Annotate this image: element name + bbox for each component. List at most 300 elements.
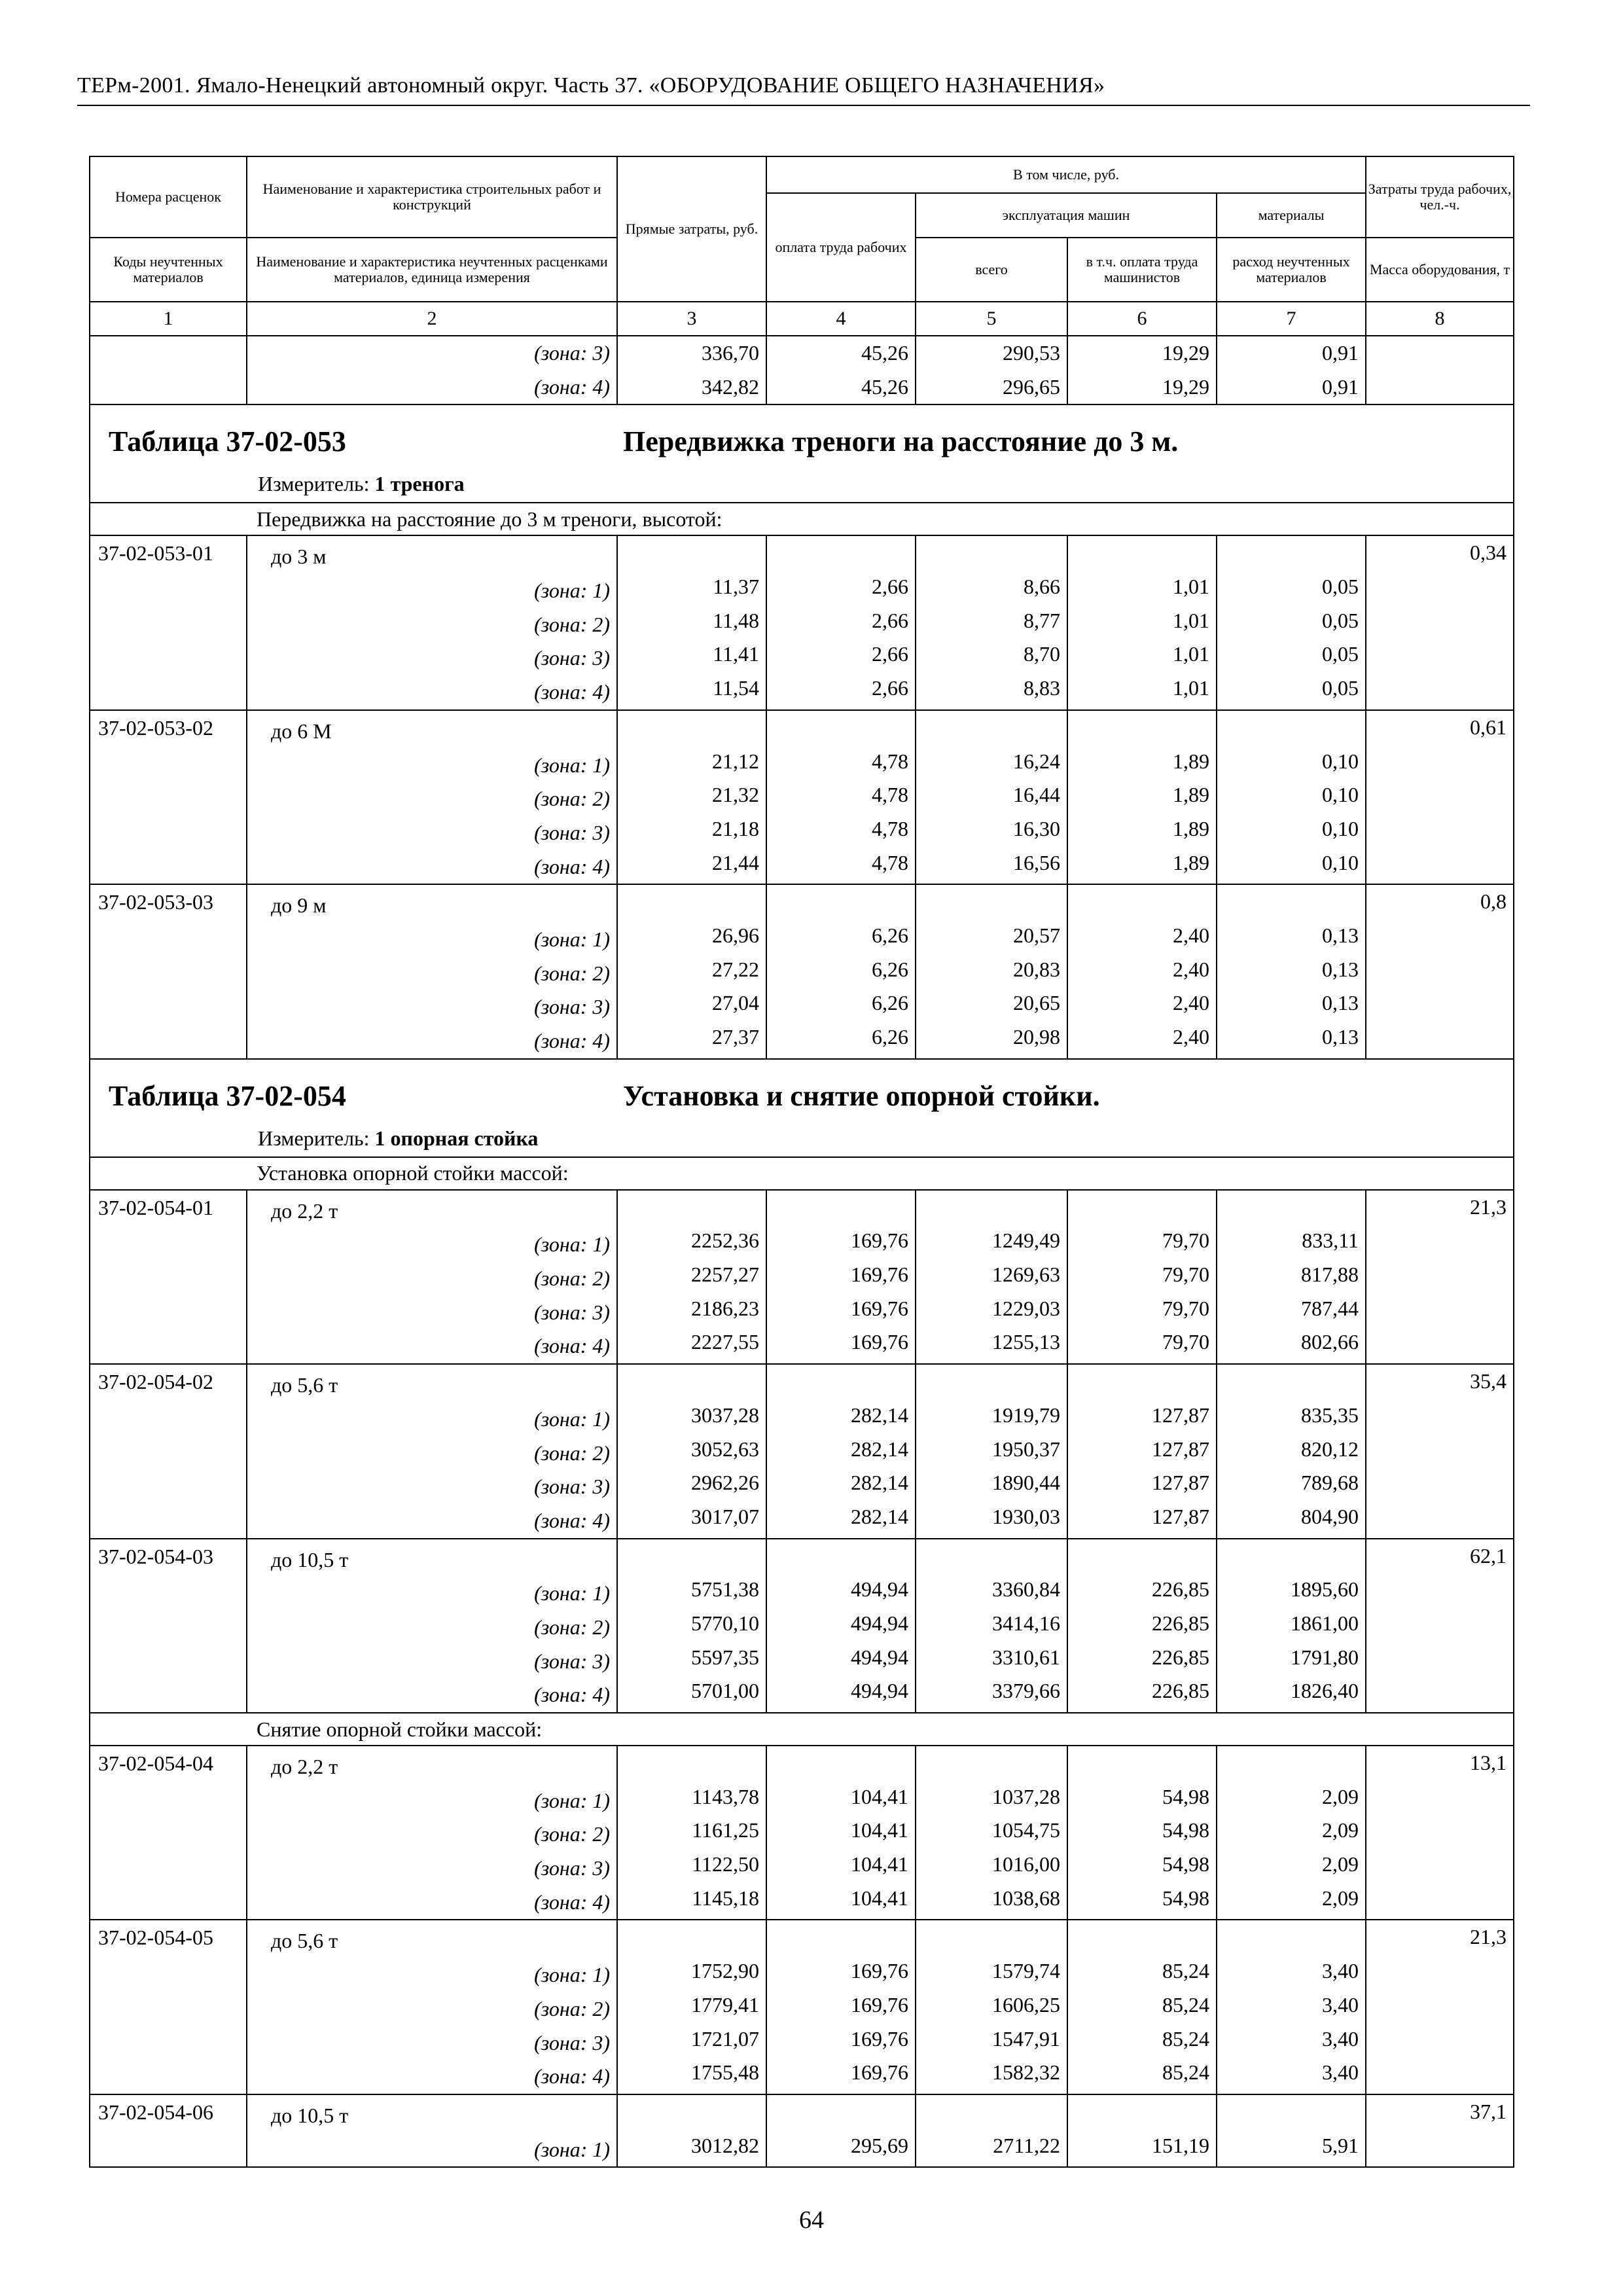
value: 3310,61 [992, 1645, 1060, 1669]
value: 3,40 [1322, 1959, 1359, 1983]
value: 21,32 [712, 783, 759, 807]
machines-header: эксплуатация машин [916, 193, 1217, 238]
labor-value: 62,1 [1470, 1543, 1507, 1568]
item-name: до 2,2 т [271, 1198, 338, 1223]
table-heading [90, 404, 1514, 503]
value: 1606,25 [992, 1992, 1060, 2017]
value: 1919,79 [992, 1403, 1060, 1427]
value-cell [916, 2094, 1067, 2167]
value: 6,26 [872, 957, 908, 981]
value: 8,77 [1024, 608, 1060, 632]
value: 0,10 [1322, 816, 1359, 840]
item-name: до 10,5 т [271, 2103, 349, 2127]
value-cell [1217, 1746, 1366, 1920]
value: 26,96 [712, 923, 759, 947]
spacer [767, 1191, 915, 1225]
zone-label: (зона: 1) [534, 1581, 610, 1605]
spacer [916, 2095, 1067, 2129]
value-cell [766, 1746, 916, 1920]
value-cell [617, 535, 766, 709]
zone-label: (зона: 1) [534, 1232, 610, 1257]
value: 127,87 [1152, 1504, 1209, 1528]
zone-label: (зона: 4) [534, 1029, 610, 1052]
value: 3017,07 [691, 1504, 759, 1528]
spacer [618, 1920, 766, 1954]
item-description [247, 535, 617, 709]
value: 127,87 [1152, 1437, 1209, 1461]
value: 1,01 [1173, 608, 1209, 632]
zone-label: (зона: 1) [534, 1963, 610, 1987]
value: 2,66 [872, 575, 908, 599]
zone-label: (зона: 4) [534, 2064, 610, 2089]
value: 1,01 [1173, 575, 1209, 599]
value: 1038,68 [992, 1886, 1060, 1910]
item-row [90, 1746, 1514, 1920]
value-cell [916, 884, 1067, 1058]
col-number: 6 [1067, 302, 1217, 336]
value: 1016,00 [992, 1852, 1060, 1876]
value-cell [1067, 710, 1217, 884]
value: 296,65 [1003, 374, 1060, 399]
value-cell [1217, 2094, 1366, 2167]
value: 2,66 [872, 676, 908, 700]
value: 1269,63 [992, 1263, 1060, 1287]
zone-label: (зона: 2) [534, 961, 610, 985]
value: 104,41 [851, 1784, 908, 1808]
value: 282,14 [851, 1403, 908, 1427]
item-row [90, 1539, 1514, 1713]
value: 3037,28 [691, 1403, 759, 1427]
value-cell [617, 1920, 766, 2094]
value: 802,66 [1301, 1330, 1359, 1354]
value-cell [766, 535, 916, 709]
value: 1249,49 [992, 1229, 1060, 1253]
value-cell [1217, 884, 1366, 1058]
table-title: Установка и снятие опорной стойки. [623, 1079, 1100, 1112]
value: 1755,48 [691, 2060, 759, 2085]
item-description [247, 336, 617, 404]
value: 2257,27 [691, 1263, 759, 1287]
value: 5701,00 [691, 1679, 759, 1703]
spacer [1217, 1539, 1365, 1573]
value-cell [766, 1190, 916, 1364]
value: 2,40 [1173, 991, 1209, 1015]
value-cell [1067, 2094, 1217, 2167]
materials-header: материалы [1217, 193, 1366, 238]
col5-header: всего [916, 238, 1067, 302]
value-cell [1067, 1364, 1217, 1538]
item-row [90, 710, 1514, 884]
value: 3,40 [1322, 2026, 1359, 2051]
value: 127,87 [1152, 1471, 1209, 1495]
value-cell [617, 1746, 766, 1920]
value: 2,40 [1173, 957, 1209, 981]
spacer [1068, 1746, 1216, 1780]
value: 3,40 [1322, 2060, 1359, 2085]
value: 27,37 [712, 1025, 759, 1049]
value-cell [617, 1364, 766, 1538]
value-cell [766, 336, 916, 404]
value: 290,53 [1003, 341, 1060, 365]
value: 1037,28 [992, 1784, 1060, 1808]
value: 1,89 [1173, 749, 1209, 773]
value: 169,76 [851, 1330, 908, 1354]
value: 0,05 [1322, 642, 1359, 666]
value: 85,24 [1162, 2060, 1209, 2085]
rate-code [90, 336, 247, 404]
value: 1,89 [1173, 850, 1209, 874]
item-description [247, 1746, 617, 1920]
header-rule [77, 105, 1530, 106]
value-cell [916, 535, 1067, 709]
value: 151,19 [1152, 2133, 1209, 2157]
item-name: до 6 М [271, 719, 332, 743]
value: 85,24 [1162, 1992, 1209, 2017]
value: 789,68 [1301, 1471, 1359, 1495]
value: 1,01 [1173, 642, 1209, 666]
value: 79,70 [1162, 1263, 1209, 1287]
value: 282,14 [851, 1437, 908, 1461]
zone-label: (зона: 3) [534, 341, 610, 365]
value: 79,70 [1162, 1229, 1209, 1253]
value: 5751,38 [691, 1577, 759, 1602]
item-description [247, 1364, 617, 1538]
value-cell [766, 2094, 916, 2167]
value: 169,76 [851, 2060, 908, 2085]
rate-code: 37-02-054-03 [90, 1539, 247, 1713]
value: 79,70 [1162, 1296, 1209, 1320]
value: 1791,80 [1291, 1645, 1359, 1669]
value: 1,01 [1173, 676, 1209, 700]
value: 20,65 [1013, 991, 1060, 1015]
group-row [90, 1157, 1514, 1190]
spacer [1217, 1191, 1365, 1225]
col-number: 3 [617, 302, 766, 336]
group-title: Передвижка на расстояние до 3 м треноги, высотой: [90, 503, 1514, 535]
value: 0,91 [1322, 341, 1359, 365]
rate-code: 37-02-054-01 [90, 1190, 247, 1364]
value: 3414,16 [992, 1611, 1060, 1635]
value-cell [1217, 535, 1366, 709]
rate-code: 37-02-053-01 [90, 535, 247, 709]
col3-header: Прямые затраты, руб. [617, 156, 766, 302]
value: 1,89 [1173, 816, 1209, 840]
labor-cell [1366, 2094, 1514, 2167]
labor-cell [1366, 1190, 1514, 1364]
value-cell [766, 1539, 916, 1713]
value: 1143,78 [692, 1784, 759, 1808]
spacer [1217, 885, 1365, 919]
table-heading [90, 1059, 1514, 1157]
col-number: 2 [247, 302, 617, 336]
table-meter [258, 472, 465, 496]
zone-label: (зона: 1) [534, 753, 610, 777]
value: 1930,03 [992, 1504, 1060, 1528]
value: 11,48 [713, 608, 759, 632]
value-cell [1067, 884, 1217, 1058]
col6-header: в т.ч. оплата труда машинистов [1067, 238, 1217, 302]
value-cell [617, 1539, 766, 1713]
spacer [1217, 1920, 1365, 1954]
zone-label: (зона: 2) [534, 1441, 610, 1465]
spacer [1068, 885, 1216, 919]
value-cell [1067, 336, 1217, 404]
zone-label: (зона: 3) [534, 995, 610, 1019]
group-row [90, 1713, 1514, 1746]
zone-label: (зона: 1) [534, 1788, 610, 1812]
value: 5770,10 [691, 1611, 759, 1635]
col2-header-top: Наименование и характеристика строительных работ и конструкций [247, 156, 617, 238]
meter-label: Измеритель: [258, 1126, 370, 1150]
zone-label: (зона: 4) [534, 374, 610, 399]
zone-label: (зона: 3) [534, 646, 610, 670]
spacer [618, 1365, 766, 1399]
labor-cell [1366, 884, 1514, 1058]
labor-cell [1366, 1539, 1514, 1713]
value: 11,41 [713, 642, 759, 666]
item-row [90, 1364, 1514, 1538]
value: 1255,13 [992, 1330, 1060, 1354]
value: 169,76 [851, 1296, 908, 1320]
value: 54,98 [1162, 1784, 1209, 1808]
value: 1826,40 [1291, 1679, 1359, 1703]
value: 0,10 [1322, 749, 1359, 773]
rates-table [89, 156, 1514, 2168]
zone-label: (зона: 3) [534, 1649, 610, 1673]
item-description [247, 2094, 617, 2167]
spacer [916, 711, 1067, 745]
item-description [247, 1190, 617, 1364]
spacer [618, 1191, 766, 1225]
value-cell [1217, 1920, 1366, 2094]
value: 1582,32 [992, 2060, 1060, 2085]
value: 3012,82 [691, 2133, 759, 2157]
value: 45,26 [861, 374, 908, 399]
value: 169,76 [851, 1263, 908, 1287]
spacer [618, 2095, 766, 2129]
value: 11,37 [713, 575, 759, 599]
value: 16,30 [1013, 816, 1060, 840]
value: 127,87 [1152, 1403, 1209, 1427]
spacer [618, 1539, 766, 1573]
rate-code: 37-02-053-03 [90, 884, 247, 1058]
value: 226,85 [1152, 1679, 1209, 1703]
zone-label: (зона: 1) [534, 927, 610, 951]
value-cell [1217, 336, 1366, 404]
value-cell [916, 1746, 1067, 1920]
value: 45,26 [861, 341, 908, 365]
incl-header: В том числе, руб. [766, 156, 1366, 193]
value: 2,09 [1322, 1852, 1359, 1876]
value: 1145,18 [692, 1886, 759, 1910]
col-number: 7 [1217, 302, 1366, 336]
labor-cell [1366, 1746, 1514, 1920]
value: 282,14 [851, 1504, 908, 1528]
value: 1779,41 [691, 1992, 759, 2017]
value-cell [1067, 535, 1217, 709]
item-name: до 9 м [271, 893, 327, 918]
value: 1229,03 [992, 1296, 1060, 1320]
value: 1547,91 [992, 2026, 1060, 2051]
value: 169,76 [851, 1992, 908, 2017]
value: 3379,66 [992, 1679, 1060, 1703]
value: 19,29 [1162, 341, 1209, 365]
value: 1950,37 [992, 1437, 1060, 1461]
value: 1895,60 [1291, 1577, 1359, 1602]
item-description [247, 1920, 617, 2094]
value: 1579,74 [992, 1959, 1060, 1983]
value: 2,09 [1322, 1818, 1359, 1842]
col4-header: оплата труда рабочих [766, 193, 916, 302]
value-cell [617, 884, 766, 1058]
value-cell [766, 1364, 916, 1538]
value: 2252,36 [691, 1229, 759, 1253]
value-cell [1067, 1190, 1217, 1364]
zone-label: (зона: 2) [534, 1822, 610, 1846]
spacer [1068, 2095, 1216, 2129]
spacer [916, 1920, 1067, 1954]
table-heading-box [90, 1060, 1513, 1157]
labor-value: 13,1 [1470, 1751, 1507, 1774]
value: 342,82 [702, 374, 759, 399]
zone-label: (зона: 2) [534, 1266, 610, 1291]
value: 6,26 [872, 1025, 908, 1049]
value: 2711,22 [993, 2133, 1060, 2157]
value-cell [766, 1920, 916, 2094]
value: 0,13 [1322, 991, 1359, 1015]
value: 0,05 [1322, 575, 1359, 599]
value: 494,94 [851, 1645, 908, 1669]
labor-value: 0,61 [1470, 715, 1507, 739]
spacer [767, 1539, 915, 1573]
item-row [90, 884, 1514, 1058]
meter-label: Измеритель: [258, 472, 370, 496]
table-heading-row [90, 1059, 1514, 1157]
value: 787,44 [1301, 1296, 1359, 1320]
spacer [767, 2095, 915, 2129]
value: 20,83 [1013, 957, 1060, 981]
zone-label: (зона: 4) [534, 1683, 610, 1707]
spacer [1217, 2095, 1365, 2129]
value: 21,44 [712, 850, 759, 874]
value: 2,09 [1322, 1784, 1359, 1808]
labor-value: 35,4 [1470, 1369, 1507, 1393]
value: 295,69 [851, 2133, 908, 2157]
item-row [90, 535, 1514, 709]
value: 54,98 [1162, 1852, 1209, 1876]
value-cell [916, 1364, 1067, 1538]
value: 27,22 [712, 957, 759, 981]
col8-header-bottom: Масса оборудования, т [1366, 238, 1514, 302]
spacer [1068, 536, 1216, 570]
value: 1161,25 [692, 1818, 759, 1842]
spacer [1068, 1539, 1216, 1573]
table-title: Передвижка треноги на расстояние до 3 м. [623, 425, 1179, 458]
spacer [767, 885, 915, 919]
value: 4,78 [872, 816, 908, 840]
value-cell [916, 1190, 1067, 1364]
item-row [90, 1920, 1514, 2094]
value: 1,89 [1173, 783, 1209, 807]
value-cell [1217, 710, 1366, 884]
value-cell [1067, 1539, 1217, 1713]
value: 54,98 [1162, 1818, 1209, 1842]
labor-value: 0,8 [1480, 889, 1507, 914]
labor-value: 21,3 [1470, 1925, 1507, 1949]
carry-over-row [90, 336, 1514, 404]
zone-label: (зона: 3) [534, 1856, 610, 1880]
zone-label: (зона: 1) [534, 2137, 610, 2161]
value: 1890,44 [992, 1471, 1060, 1495]
value-cell [766, 710, 916, 884]
col8-header-top: Затраты труда рабочих, чел.-ч. [1366, 156, 1514, 238]
value: 4,78 [872, 783, 908, 807]
value: 169,76 [851, 1229, 908, 1253]
col-number: 5 [916, 302, 1067, 336]
col1-header-bottom: Коды неучтенных материалов [90, 238, 247, 302]
col2-header-bottom: Наименование и характеристика неучтенных расценками материалов, единица измерения [247, 238, 617, 302]
value: 5597,35 [691, 1645, 759, 1669]
value: 3052,63 [691, 1437, 759, 1461]
item-description [247, 1539, 617, 1713]
value: 8,66 [1024, 575, 1060, 599]
rate-code: 37-02-053-02 [90, 710, 247, 884]
table-meter [258, 1126, 538, 1151]
table-number: Таблица 37-02-054 [109, 1079, 346, 1112]
value-cell [617, 710, 766, 884]
value: 2,09 [1322, 1886, 1359, 1910]
spacer [916, 1365, 1067, 1399]
value: 21,18 [712, 816, 759, 840]
running-header: ТЕРм-2001. Ямало-Ненецкий автономный округ. Часть 37. «ОБОРУДОВАНИЕ ОБЩЕГО НАЗНАЧЕНИЯ» [77, 73, 1105, 98]
value: 0,13 [1322, 1025, 1359, 1049]
value: 11,54 [713, 676, 759, 700]
value: 6,26 [872, 991, 908, 1015]
group-title: Снятие опорной стойки массой: [90, 1713, 1514, 1746]
rate-code: 37-02-054-06 [90, 2094, 247, 2167]
value-cell [617, 1190, 766, 1364]
value: 0,10 [1322, 850, 1359, 874]
labor-cell [1366, 336, 1514, 404]
spacer [1068, 1920, 1216, 1954]
rate-code: 37-02-054-02 [90, 1364, 247, 1538]
spacer [618, 711, 766, 745]
spacer [618, 1746, 766, 1780]
spacer [1217, 711, 1365, 745]
value: 494,94 [851, 1577, 908, 1602]
zone-label: (зона: 1) [534, 1407, 610, 1431]
table-number: Таблица 37-02-053 [109, 425, 346, 458]
value-cell [1217, 1190, 1366, 1364]
zone-label: (зона: 3) [534, 820, 610, 844]
value: 1861,00 [1291, 1611, 1359, 1635]
item-row [90, 2094, 1514, 2167]
item-name: до 10,5 т [271, 1547, 349, 1571]
value: 4,78 [872, 749, 908, 773]
value: 85,24 [1162, 1959, 1209, 1983]
value: 1752,90 [691, 1959, 759, 1983]
table-body [90, 336, 1514, 2167]
value: 2,40 [1173, 923, 1209, 947]
page-number: 64 [799, 2206, 824, 2234]
value-cell [916, 1920, 1067, 2094]
spacer [767, 1746, 915, 1780]
item-description [247, 884, 617, 1058]
spacer [916, 1191, 1067, 1225]
value: 1054,75 [992, 1818, 1060, 1842]
value-cell [916, 1539, 1067, 1713]
value: 2,40 [1173, 1025, 1209, 1049]
